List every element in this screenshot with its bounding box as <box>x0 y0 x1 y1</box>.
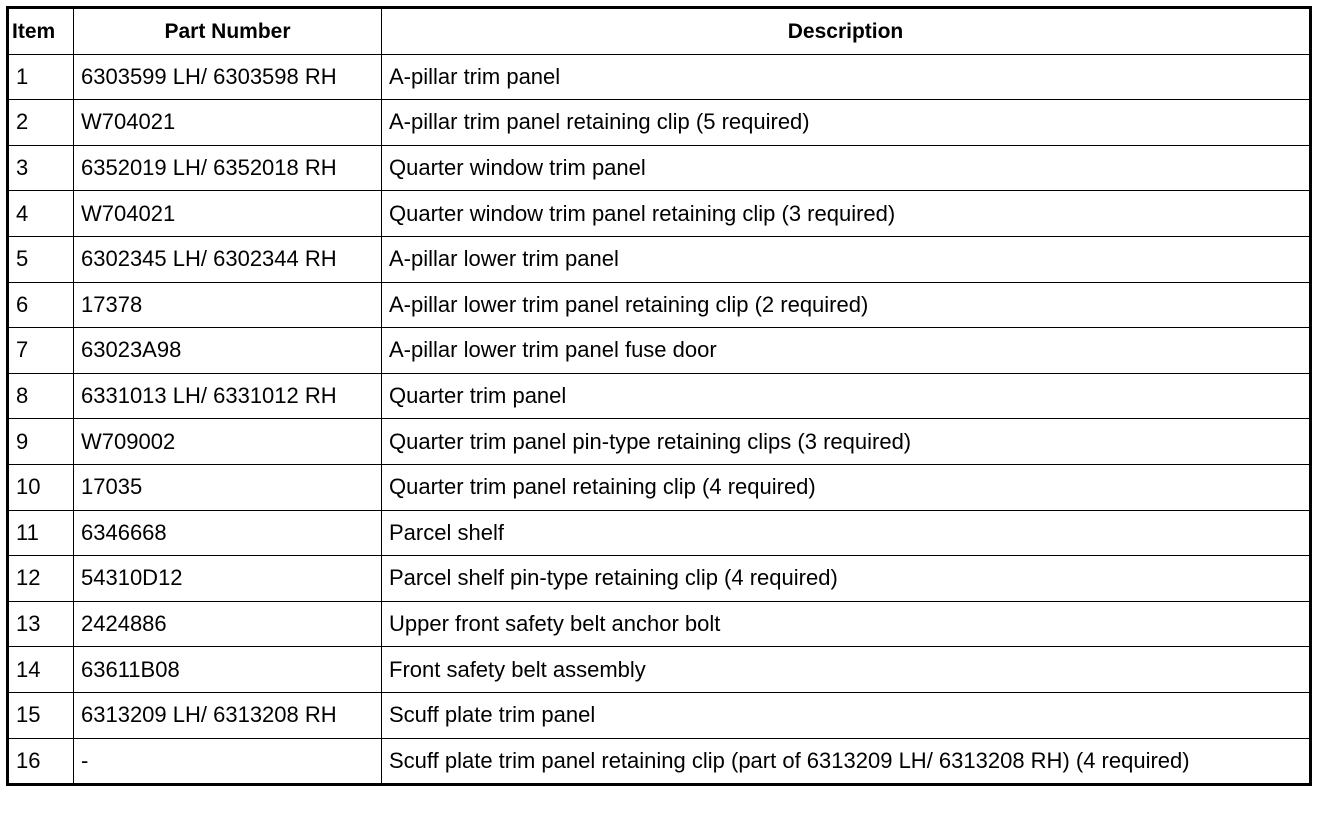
cell-description: Parcel shelf pin-type retaining clip (4 required) <box>382 556 1311 602</box>
cell-part-number: 6303599 LH/ 6303598 RH <box>74 54 382 100</box>
cell-item: 10 <box>8 464 74 510</box>
cell-description: Quarter trim panel <box>382 373 1311 419</box>
table-row <box>8 601 1311 647</box>
cell-description: Quarter window trim panel <box>382 145 1311 191</box>
cell-description: A-pillar lower trim panel <box>382 236 1311 282</box>
table-row <box>8 54 1311 100</box>
cell-item: 5 <box>8 236 74 282</box>
header-part-number: Part Number <box>74 8 382 55</box>
table-row <box>8 236 1311 282</box>
cell-item: 14 <box>8 647 74 693</box>
table-row <box>8 100 1311 146</box>
parts-table <box>6 6 1312 786</box>
cell-part-number: 6313209 LH/ 6313208 RH <box>74 692 382 738</box>
table-row <box>8 647 1311 693</box>
table-row <box>8 373 1311 419</box>
cell-part-number: 63023A98 <box>74 328 382 374</box>
cell-part-number: 6352019 LH/ 6352018 RH <box>74 145 382 191</box>
cell-part-number: 63611B08 <box>74 647 382 693</box>
cell-part-number: 2424886 <box>74 601 382 647</box>
table-row <box>8 510 1311 556</box>
header-description: Description <box>382 8 1311 55</box>
table-row <box>8 738 1311 785</box>
cell-part-number: 17378 <box>74 282 382 328</box>
cell-item: 1 <box>8 54 74 100</box>
cell-description: A-pillar lower trim panel fuse door <box>382 328 1311 374</box>
table-row <box>8 282 1311 328</box>
cell-item: 3 <box>8 145 74 191</box>
cell-description: Quarter window trim panel retaining clip (3 required) <box>382 191 1311 237</box>
cell-item: 13 <box>8 601 74 647</box>
cell-part-number: 6331013 LH/ 6331012 RH <box>74 373 382 419</box>
cell-description: Quarter trim panel pin-type retaining clips (3 required) <box>382 419 1311 465</box>
cell-item: 6 <box>8 282 74 328</box>
cell-description: Quarter trim panel retaining clip (4 required) <box>382 464 1311 510</box>
table-row <box>8 692 1311 738</box>
table-row <box>8 464 1311 510</box>
cell-description: Parcel shelf <box>382 510 1311 556</box>
cell-description: Scuff plate trim panel <box>382 692 1311 738</box>
cell-description: A-pillar trim panel retaining clip (5 required) <box>382 100 1311 146</box>
cell-item: 2 <box>8 100 74 146</box>
cell-item: 16 <box>8 738 74 785</box>
cell-item: 9 <box>8 419 74 465</box>
cell-part-number: W704021 <box>74 100 382 146</box>
cell-part-number: 6302345 LH/ 6302344 RH <box>74 236 382 282</box>
table-row <box>8 191 1311 237</box>
table-row <box>8 145 1311 191</box>
table-header-row <box>8 8 1311 55</box>
cell-item: 12 <box>8 556 74 602</box>
cell-description: Scuff plate trim panel retaining clip (part of 6313209 LH/ 6313208 RH) (4 required) <box>382 738 1311 785</box>
parts-table-container <box>6 6 1312 786</box>
cell-part-number: - <box>74 738 382 785</box>
table-row <box>8 556 1311 602</box>
cell-part-number: 6346668 <box>74 510 382 556</box>
cell-part-number: 54310D12 <box>74 556 382 602</box>
cell-part-number: W709002 <box>74 419 382 465</box>
cell-part-number: W704021 <box>74 191 382 237</box>
cell-description: Front safety belt assembly <box>382 647 1311 693</box>
header-item: Item <box>8 8 74 55</box>
cell-item: 8 <box>8 373 74 419</box>
table-row <box>8 328 1311 374</box>
cell-description: Upper front safety belt anchor bolt <box>382 601 1311 647</box>
cell-item: 7 <box>8 328 74 374</box>
cell-description: A-pillar lower trim panel retaining clip (2 required) <box>382 282 1311 328</box>
cell-item: 11 <box>8 510 74 556</box>
table-row <box>8 419 1311 465</box>
cell-item: 4 <box>8 191 74 237</box>
cell-part-number: 17035 <box>74 464 382 510</box>
cell-item: 15 <box>8 692 74 738</box>
cell-description: A-pillar trim panel <box>382 54 1311 100</box>
